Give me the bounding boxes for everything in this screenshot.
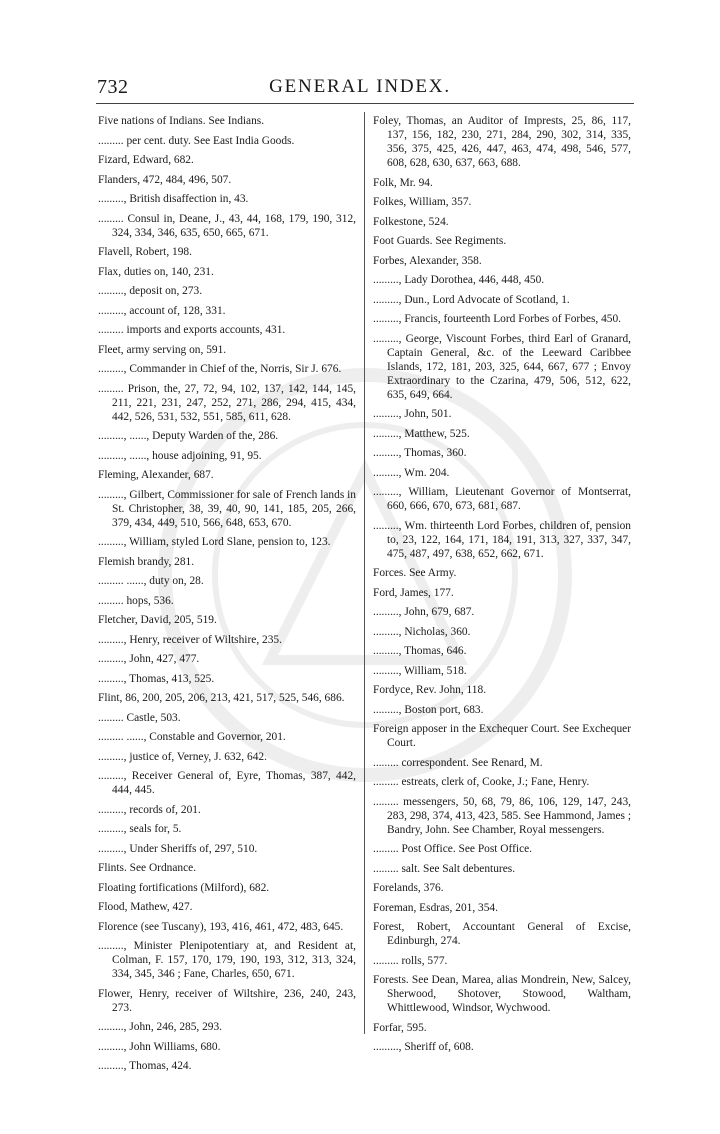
index-entry: ........., Thomas, 424. [98, 1060, 192, 1072]
index-entry: ......... Prison, the, 27, 72, 94, 102, 137, 142, 144, 145, 211, 221, 231, 247, 252, 271, 286, 294, 415, 434, 442, 526, 531, 532, 551, 585, 611, 628. [98, 382, 356, 423]
index-entry: ........., British disaffection in, 43. [98, 193, 249, 205]
index-entry: ........., William, Lieutenant Governor of Montserrat, 660, 666, 670, 673, 681, 687. [373, 486, 631, 512]
index-entry: ......... estreats, clerk of, Cooke, J.; Fane, Henry. [373, 776, 590, 788]
index-entry: Forbes, Alexander, 358. [373, 254, 482, 267]
index-entry: ........., seals for, 5. [98, 823, 182, 835]
index-entry: ......... rolls, 577. [373, 954, 448, 967]
index-entry: Fletcher, David, 205, 519. [98, 614, 217, 626]
index-entry: Flavell, Robert, 198. [98, 246, 192, 258]
index-entry: ......... per cent. duty. See East India Goods. [98, 134, 295, 147]
index-entry: ........., Boston port, 683. [373, 703, 484, 716]
index-entry: Foreman, Esdras, 201, 354. [373, 901, 498, 914]
index-entry: ........., Thomas, 413, 525. [98, 672, 215, 685]
index-entry: ......... ......, duty on, 28. [98, 575, 204, 587]
index-entry: ........., Thomas, 360. [373, 447, 467, 459]
index-entry: ........., Wm. thirteenth Lord Forbes, children of, pension to, 23, 122, 164, 171, 184, 191, 313, 327, 337, 347, 475, 487, 497, 638, 652, 662, 671. [373, 519, 631, 560]
index-entry: ........., John Williams, 680. [98, 1040, 221, 1053]
column-divider [364, 112, 365, 1034]
index-entry: ......... hops, 536. [98, 594, 174, 607]
index-entry: ........., William, 518. [373, 664, 467, 677]
index-entry: ........., John, 501. [373, 408, 452, 420]
index-column-left [98, 114, 356, 1079]
index-entry: ........., account of, 128, 331. [98, 304, 226, 317]
index-entry: Flints. See Ordnance. [98, 862, 197, 874]
index-entry: ........., ......, house adjoining, 91, 95. [98, 449, 262, 462]
index-entry: Forests. See Dean, Marea, alias Mondrein, New, Salcey, Sherwood, Shotover, Stowood, Waltham, Whittlewood, Windsor, Wychwood. [373, 974, 631, 1014]
index-entry: Folk, Mr. 94. [373, 176, 433, 189]
index-entry: Folkestone, 524. [373, 215, 449, 228]
index-entry: Flower, Henry, receiver of Wiltshire, 236, 240, 243, 273. [98, 987, 356, 1014]
index-entry: Forfar, 595. [373, 1021, 427, 1034]
index-entry: Florence (see Tuscany), 193, 416, 461, 472, 483, 645. [98, 920, 344, 933]
index-entry: Fordyce, Rev. John, 118. [373, 684, 487, 696]
index-entry: ........., George, Viscount Forbes, third Earl of Granard, Captain General, &c. of the Leeward Caribbee Islands, 172, 181, 203, 325, 644, 667, 677 ; Envoy Extraordinary to the Czarina, 479, 506, 512, 622, 635, 649, 664. [373, 332, 631, 401]
index-entry: Flint, 86, 200, 205, 206, 213, 421, 517, 525, 546, 686. [98, 692, 345, 704]
index-entry: ......... Consul in, Deane, J., 43, 44, 168, 179, 190, 312, 324, 334, 346, 635, 650, 665, 671. [98, 212, 356, 239]
index-entry: ........., William, styled Lord Slane, pension to, 123. [98, 536, 331, 548]
index-entry: ......... Castle, 503. [98, 711, 181, 724]
index-entry: ........., Wm. 204. [373, 466, 450, 479]
index-entry: Five nations of Indians. See Indians. [98, 115, 265, 127]
index-entry: ........., Dun., Lord Advocate of Scotland, 1. [373, 293, 570, 306]
index-entry: ......... messengers, 50, 68, 79, 86, 106, 129, 147, 243, 283, 298, 374, 413, 423, 585. See Hammond, James ; Bandry, John. See Chamber, Royal messengers. [373, 795, 631, 836]
index-entry: Forelands, 376. [373, 882, 444, 894]
index-entry: Fleming, Alexander, 687. [98, 469, 214, 481]
index-entry: Folkes, William, 357. [373, 196, 472, 208]
index-entry: Flanders, 472, 484, 496, 507. [98, 173, 232, 186]
index-entry: ........., Gilbert, Commissioner for sale of French lands in St. Christopher, 38, 39, 40, 90, 141, 185, 205, 266, 379, 434, 449, 510, 566, 648, 653, 670. [98, 488, 356, 529]
index-entry: Floating fortifications (Milford), 682. [98, 881, 270, 894]
index-entry: Foley, Thomas, an Auditor of Imprests, 25, 86, 117, 137, 156, 182, 230, 271, 284, 290, 302, 314, 335, 356, 375, 425, 426, 447, 463, 474, 498, 546, 577, 608, 628, 630, 637, 663, 688. [373, 115, 631, 169]
index-entry: ......... ......, Constable and Governor, 201. [98, 731, 286, 743]
index-entry: Foot Guards. See Regiments. [373, 235, 507, 247]
index-entry: ........., deposit on, 273. [98, 285, 203, 297]
index-entry: Forest, Robert, Accountant General of Excise, Edinburgh, 274. [373, 921, 631, 947]
index-entry: Flemish brandy, 281. [98, 555, 195, 568]
index-entry: Foreign apposer in the Exchequer Court. See Exchequer Court. [373, 723, 631, 749]
index-entry: ........., Thomas, 646. [373, 645, 467, 657]
page-number: 732 [97, 76, 129, 98]
index-entry: ........., Henry, receiver of Wiltshire, 235. [98, 633, 282, 646]
index-entry: ......... Post Office. See Post Office. [373, 843, 533, 855]
index-entry: Flood, Mathew, 427. [98, 901, 193, 913]
index-entry: Ford, James, 177. [373, 586, 454, 599]
index-entry: ........., Receiver General of, Eyre, Thomas, 387, 442, 444, 445. [98, 770, 356, 796]
index-entry: ........., Sheriff of, 608. [373, 1041, 474, 1053]
index-entry: ........., records of, 201. [98, 803, 201, 816]
index-entry: ........., Matthew, 525. [373, 427, 470, 440]
index-entry: Forces. See Army. [373, 567, 457, 579]
index-entry: ........., Francis, fourteenth Lord Forbes of Forbes, 450. [373, 313, 622, 325]
index-entry: ......... correspondent. See Renard, M. [373, 756, 543, 769]
index-entry: Flax, duties on, 140, 231. [98, 265, 214, 278]
index-entry: ........., justice of, Verney, J. 632, 642. [98, 750, 267, 763]
index-entry: ......... salt. See Salt debentures. [373, 862, 516, 875]
index-entry: ........., Under Sheriffs of, 297, 510. [98, 842, 258, 855]
index-entry: ........., Lady Dorothea, 446, 448, 450. [373, 274, 545, 286]
header-rule [96, 103, 634, 104]
index-entry: ........., John, 679, 687. [373, 606, 475, 618]
index-entry: Fleet, army serving on, 591. [98, 343, 227, 356]
running-title: GENERAL INDEX. [269, 76, 451, 97]
index-entry: ........., John, 427, 477. [98, 653, 200, 665]
index-entry: ........., Commander in Chief of the, Norris, Sir J. 676. [98, 363, 342, 375]
index-column-right [373, 114, 631, 1060]
index-entry: ......... imports and exports accounts, 431. [98, 324, 286, 336]
index-entry: ........., Nicholas, 360. [373, 625, 471, 638]
index-entry: Fizard, Edward, 682. [98, 154, 194, 166]
index-entry: ........., John, 246, 285, 293. [98, 1021, 223, 1033]
index-entry: ........., Minister Plenipotentiary at, and Resident at, Colman, F. 157, 170, 179, 190, 193, 312, 313, 324, 334, 345, 346 ; Fane, Charles, 650, 671. [98, 940, 356, 980]
index-entry: ........., ......, Deputy Warden of the, 286. [98, 430, 279, 442]
